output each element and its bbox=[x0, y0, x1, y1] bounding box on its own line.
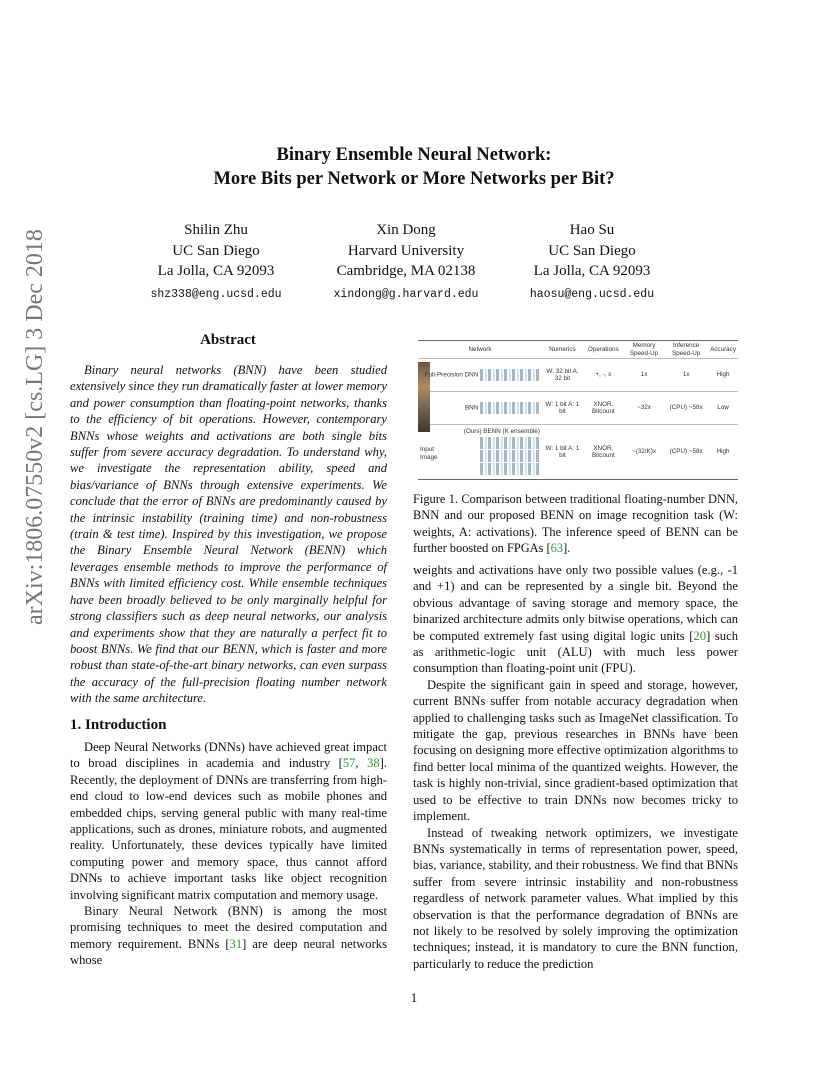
network-diagram bbox=[480, 450, 540, 462]
citation-link[interactable]: 38 bbox=[367, 756, 380, 771]
header-numerics: Numerics bbox=[542, 341, 583, 359]
title-line-2: More Bits per Network or More Networks per Bit? bbox=[213, 169, 615, 189]
numerics-cell: W: 32 bit A: 32 bit bbox=[542, 359, 583, 392]
author-email[interactable]: shz338@eng.ucsd.edu bbox=[150, 287, 282, 301]
network-diagram bbox=[480, 437, 540, 449]
memory-cell: ~(32/K)x bbox=[624, 425, 664, 480]
right-column-text bbox=[413, 562, 738, 972]
accuracy-cell: High bbox=[708, 425, 738, 480]
right-paragraph-3: Instead of tweaking network optimizers, we investigate BNNs systematically in terms of representation power, speed, bias, variance, stability, and their robustness. We find that BNNs suffer from severe intrinsic instability and non-robustness regardless of network parameter values. What implied by this observation is that the performance degradation of BNNs are not likely to be resolved by solely improving the optimization techniques; instead, it is mandatory to cure the BNN function, particularly to reduce the prediction bbox=[413, 825, 738, 971]
author-1 bbox=[106, 220, 326, 305]
numerics-cell: W: 1 bit A: 1 bit bbox=[542, 425, 583, 480]
citation-link[interactable]: 31 bbox=[229, 936, 243, 951]
title-line-1: Binary Ensemble Neural Network: bbox=[276, 145, 552, 165]
accuracy-cell: High bbox=[708, 359, 738, 392]
citation-link[interactable]: 63 bbox=[550, 541, 564, 556]
author-3 bbox=[482, 220, 702, 305]
numerics-cell: W: 1 bit A: 1 bit bbox=[542, 392, 583, 425]
memory-cell: ~32x bbox=[624, 392, 664, 425]
author-name: Shilin Zhu bbox=[184, 222, 248, 238]
figure-caption: Figure 1. Comparison between traditional floating-number DNN, BNN and our proposed BENN on image recognition task (W: weights, A: activations). The inference speed of BENN can be further boosted on FPGAs [63]. bbox=[413, 492, 738, 556]
header-inference: Inference Speed-Up bbox=[664, 341, 708, 359]
network-diagram bbox=[480, 369, 540, 381]
author-location: La Jolla, CA 92093 bbox=[157, 263, 275, 279]
abstract-heading: Abstract bbox=[200, 332, 256, 348]
operations-cell: +, -, x bbox=[583, 359, 624, 392]
author-affiliation: Harvard University bbox=[347, 242, 465, 259]
citation-link[interactable]: 57 bbox=[342, 756, 356, 771]
introduction-heading: 1. Introduction bbox=[70, 717, 167, 733]
figure-1-table bbox=[418, 340, 738, 480]
accuracy-cell: Low bbox=[708, 392, 738, 425]
paper-title bbox=[0, 143, 828, 191]
author-name: Hao Su bbox=[569, 222, 615, 238]
author-location: Cambridge, MA 02138 bbox=[336, 263, 476, 279]
author-name: Xin Dong bbox=[376, 222, 436, 238]
author-location: La Jolla, CA 92093 bbox=[533, 263, 651, 279]
operations-cell: XNOR, Bitcount bbox=[583, 392, 624, 425]
intro-paragraph-1: Deep Neural Networks (DNNs) have achieved great impact to broad disciplines in academia and industry [57, 38]. Recently, the deployment of DNNs are transferring from high-end cloud to low-end devices such as mobile phones and embedded chips, serving general public with many real-time applications, such as drones, miniature robots, and augmented reality. Unfortunately, these devices typically have limited computing power and memory space, thus cannot afford DNNs to achieve important tasks like object recognition involving significant matrix computation and memory usage. bbox=[70, 740, 388, 902]
network-diagram bbox=[480, 402, 540, 414]
header-memory: Memory Speed-Up bbox=[624, 341, 664, 359]
author-email[interactable]: xindong@g.harvard.edu bbox=[333, 287, 479, 301]
table-row bbox=[418, 425, 738, 480]
input-image-label: Input Image bbox=[420, 446, 438, 461]
network-name: (Ours) BENN (K ensemble) bbox=[463, 428, 540, 436]
arxiv-identifier: arXiv:1806.07550v2 [cs.LG] 3 Dec 2018 bbox=[22, 229, 48, 625]
table-row bbox=[418, 359, 738, 392]
author-affiliation: UC San Diego bbox=[548, 242, 636, 259]
network-diagram bbox=[480, 463, 540, 475]
right-paragraph-1: weights and activations have only two possible values (e.g., -1 and +1) and can be represented by a single bit. Beyond the obvious advantage of saving storage and memory space, the binarized architecture admits only bitwise operations, which can be computed extremely fast using digital logic units [20] such as arithmetic-logic unit (ALU) with much less power consumption than floating-point unit (FPU). bbox=[413, 563, 738, 676]
citation-link[interactable]: 20 bbox=[693, 628, 707, 643]
page-number: 1 bbox=[410, 990, 418, 1005]
intro-paragraph-2: Binary Neural Network (BNN) is among the most promising techniques to meet the desired computation and memory requirement. BNNs [31] are deep neural networks whose bbox=[70, 904, 387, 968]
memory-cell: 1x bbox=[624, 359, 664, 392]
inference-cell: 1x bbox=[664, 359, 708, 392]
right-paragraph-2: Despite the significant gain in speed and storage, however, current BNNs suffer from notable accuracy degradation when applied to challenging tasks such as ImageNet classification. To mitigate the gap, previous researches in BNNs have been focusing on designing more effective optimization algorithms to find better local minima of the quantized weights. However, the task is highly non-trivial, since gradient-based optimization that used to be effective to train DNNs now becomes tricky to implement. bbox=[413, 677, 738, 824]
header-network: Network bbox=[418, 341, 542, 359]
abstract-text: Binary neural networks (BNN) have been studied extensively since they run dramatically faster at lower memory and power consumption than floating-point networks, thanks to the efficiency of bit operations. However, contemporary BNNs whose weights and activations are both single bits suffer from severe accuracy degradation. To understand why, we investigate the representation ability, speed and bias/variance of BNNs through extensive experiments. We conclude that the error of BNNs are predominantly caused by the intrinsic instability (training time) and non-robustness (train & test time). Inspired by this investigation, we propose the Binary Ensemble Neural Network (BENN) which leverages ensemble methods to improve the performance of BNNs with limited efficiency cost. While ensemble techniques have been broadly believed to be only marginally helpful for strong classifiers such as deep neural networks, our analysis and experiments show that they are naturally a perfect fit to boost BNNs. We find that our BENN, which is faster and more robust than state-of-the-art binary networks, can even surpass the accuracy of the full-precision floating number network with the same architecture. bbox=[70, 363, 387, 706]
network-name: Full-Precision DNN bbox=[424, 371, 479, 379]
inference-cell: (CPU) ~58x bbox=[664, 392, 708, 425]
introduction-text bbox=[70, 739, 387, 969]
table-row bbox=[418, 392, 738, 425]
header-accuracy: Accuracy bbox=[708, 341, 738, 359]
inference-cell: (CPU) ~58x bbox=[664, 425, 708, 480]
author-email[interactable]: haosu@eng.ucsd.edu bbox=[529, 287, 655, 301]
network-name: BNN bbox=[464, 404, 479, 412]
header-operations: Operations bbox=[583, 341, 624, 359]
author-affiliation: UC San Diego bbox=[172, 242, 260, 259]
operations-cell: XNOR, Bitcount bbox=[583, 425, 624, 480]
